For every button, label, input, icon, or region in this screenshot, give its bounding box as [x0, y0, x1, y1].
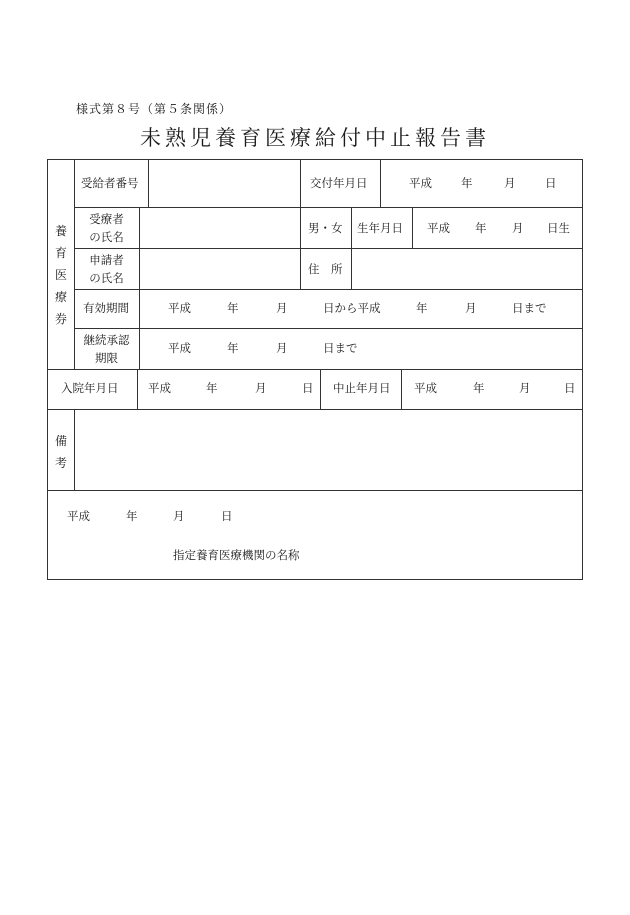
applicant-name-label: 申請者 の氏名 [89, 253, 124, 285]
patient-name-label: 受療者 の氏名 [89, 212, 124, 244]
sex-selector[interactable]: 男・女 [308, 221, 343, 235]
month-unit: 月 [465, 301, 477, 315]
footer-month-unit: 月 [173, 509, 185, 523]
continuation-period-field[interactable] [140, 329, 583, 369]
day-unit: 日 [302, 381, 314, 395]
month-unit: 月 [504, 176, 516, 190]
birth-date-label: 生年月日 [357, 221, 403, 235]
month-unit: 月 [255, 381, 267, 395]
validity-period-label: 有効期間 [83, 301, 129, 315]
footer-day-unit: 日 [221, 509, 233, 523]
continuation-period-label: 継続承認 期限 [83, 333, 130, 365]
month-unit: 月 [276, 341, 288, 355]
month-unit: 月 [512, 221, 524, 235]
year-unit: 年 [475, 221, 487, 235]
from-text: 日から平成 [323, 301, 381, 315]
validity-period-field[interactable] [140, 290, 583, 328]
until-text: 日まで [512, 301, 547, 315]
patient-name-field[interactable] [140, 208, 300, 248]
ticket-section-label: 養 育 医 療 券 [54, 224, 67, 326]
discontinuation-date-field[interactable] [402, 370, 583, 409]
column-divider [300, 160, 301, 289]
report-form [47, 159, 583, 580]
era-text: 平成 [409, 176, 432, 190]
address-label: 住 所 [308, 262, 343, 276]
applicant-name-field[interactable] [140, 249, 300, 289]
recipient-number-label: 受給者番号 [81, 176, 139, 190]
era-text: 平成 [148, 381, 171, 395]
issue-date-label: 交付年月日 [310, 176, 368, 190]
birth-date-field[interactable] [413, 208, 583, 248]
year-unit: 年 [461, 176, 473, 190]
issue-date-field[interactable] [381, 161, 583, 207]
remarks-label: 備 考 [54, 434, 67, 470]
month-unit: 月 [276, 301, 288, 315]
address-field[interactable] [352, 249, 583, 289]
institution-name-label: 指定養育医療機関の名称 [173, 548, 300, 562]
era-text: 平成 [168, 301, 191, 315]
month-unit: 月 [519, 381, 531, 395]
day-unit: 日 [564, 381, 576, 395]
footer-year-unit: 年 [126, 509, 138, 523]
era-text: 平成 [427, 221, 450, 235]
recipient-number-field[interactable] [149, 161, 300, 207]
admission-date-field[interactable] [138, 370, 320, 409]
day-unit: 日生 [547, 221, 570, 235]
until-text: 日まで [323, 341, 358, 355]
remarks-field[interactable] [75, 410, 583, 490]
year-unit: 年 [227, 341, 239, 355]
era-text: 平成 [414, 381, 437, 395]
year-unit: 年 [206, 381, 218, 395]
footer-era: 平成 [67, 509, 90, 523]
year-unit: 年 [416, 301, 428, 315]
discontinuation-date-label: 中止年月日 [333, 381, 391, 395]
year-unit: 年 [227, 301, 239, 315]
day-unit: 日 [545, 176, 557, 190]
form-number: 様式第８号（第５条関係） [76, 102, 233, 116]
column-divider [320, 369, 321, 409]
year-unit: 年 [473, 381, 485, 395]
era-text: 平成 [168, 341, 191, 355]
form-title: 未熟児養育医療給付中止報告書 [140, 126, 490, 150]
admission-date-label: 入院年月日 [61, 381, 119, 395]
row-divider [48, 490, 583, 491]
